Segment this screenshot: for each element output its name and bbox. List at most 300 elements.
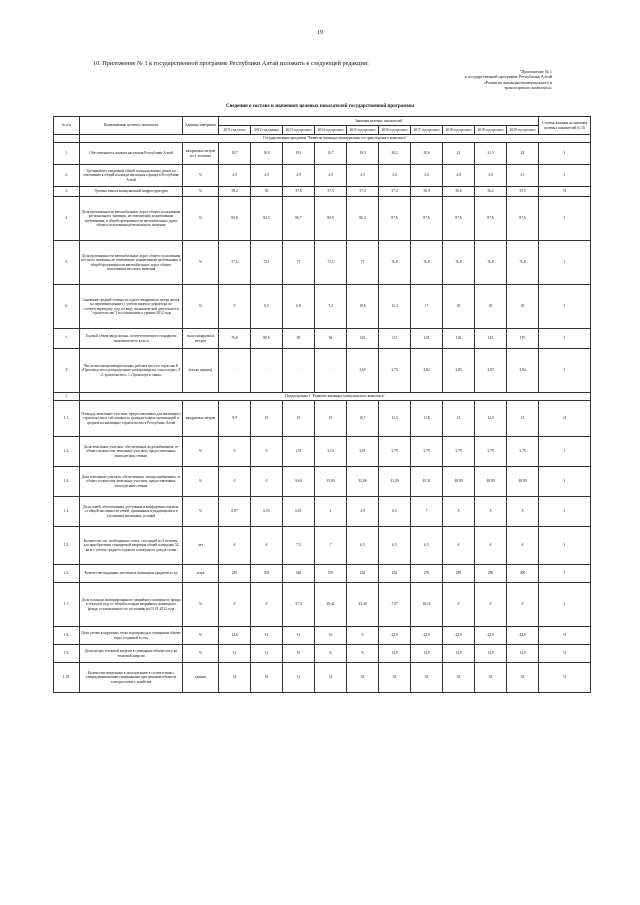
- row-unit: штук: [183, 565, 219, 583]
- row-value: 56,9: [411, 187, 443, 197]
- row-indicator-name: Доля протяженности автомобильных дорог общего пользования местного значения, не отвечающих нормативным требованиям, в общей протяженности автомобильных дорог общего пользования местного значения: [80, 241, 183, 285]
- table-row: [54, 497, 591, 527]
- row-value: -: [315, 349, 347, 393]
- row-unit: %: [183, 467, 219, 497]
- row-relation: I: [539, 467, 591, 497]
- row-value: 23: [507, 663, 539, 693]
- row-value: 0: [507, 583, 539, 627]
- row-relation: II: [539, 627, 591, 645]
- table-row: [54, 583, 591, 627]
- row-value: 72,1: [251, 241, 283, 285]
- indicators-table: [53, 116, 591, 693]
- row-unit: единиц: [183, 663, 219, 693]
- row-value: 8: [475, 497, 507, 527]
- row-value: 2,0: [219, 165, 251, 187]
- row-value: 6: [443, 527, 475, 565]
- row-value: 6,5: [411, 527, 443, 565]
- section-row: [54, 393, 591, 401]
- appendix-line-2: к государственной программе Республики Алтай: [464, 74, 552, 80]
- appendix-line-3: «Развитие жилищно-коммунального и: [483, 79, 552, 85]
- row-value: 56,2: [475, 187, 507, 197]
- row-value: 2,8: [443, 165, 475, 187]
- intro-text: 10. Приложение № 1 к государственной программе Республики Алтай изложить в следующей редакции:: [93, 60, 369, 67]
- row-value: 8: [347, 645, 379, 663]
- row-indicator-name: Уровень износа коммунальной инфраструктуры: [80, 187, 183, 197]
- row-value: 14,9: [411, 645, 443, 663]
- table-row: [54, 467, 591, 497]
- row-value: 58,2: [219, 187, 251, 197]
- row-relation: II: [539, 401, 591, 437]
- row-value: 12,3: [475, 401, 507, 437]
- row-value: 87,6: [443, 197, 475, 241]
- row-value: 11,3: [379, 401, 411, 437]
- row-number: 1.4.: [54, 497, 80, 527]
- row-value: 57,8: [283, 187, 315, 197]
- header-num: № п/п: [54, 117, 80, 135]
- row-value: 0: [219, 583, 251, 627]
- header-year: 2017 год прогноз: [411, 126, 443, 135]
- row-value: 2,85: [443, 349, 475, 393]
- row-value: 10,6: [347, 285, 379, 329]
- row-value: 80,6: [251, 329, 283, 349]
- row-value: 48,90: [475, 467, 507, 497]
- header-year: 2011 год отчет: [219, 126, 251, 135]
- row-value: 6: [251, 527, 283, 565]
- table-row: [54, 663, 591, 693]
- row-value: 23: [347, 663, 379, 693]
- row-value: 234: [347, 565, 379, 583]
- row-value: 11,8: [411, 401, 443, 437]
- row-value: 3,70: [443, 437, 475, 467]
- row-value: 0: [251, 583, 283, 627]
- header-relation: Степень влияния на значения целевых показателей (I, II): [539, 117, 591, 135]
- row-value: 3,70: [475, 437, 507, 467]
- row-value: 19,3: [347, 143, 379, 165]
- row-value: 285: [443, 565, 475, 583]
- row-number: 1.8.: [54, 627, 80, 645]
- row-number: 1.6.: [54, 565, 80, 583]
- row-value: 9: [347, 627, 379, 645]
- row-unit: (тысяч единиц): [183, 349, 219, 393]
- row-value: 270: [411, 565, 443, 583]
- row-value: 13: [507, 401, 539, 437]
- table-body: [54, 135, 591, 693]
- header-year: 2014 год прогноз: [315, 126, 347, 135]
- row-indicator-name: Доля протяженности автомобильных дорог общего пользования регионального значения, не отвечающих нормативным требованиям, в общей протяженности автомобильных дорог общего пользования регионального значения: [80, 197, 183, 241]
- row-value: 570: [315, 565, 347, 583]
- row-indicator-name: Доля земельных участков, обеспеченных электроснабжением, от общего количества земельных участков, предоставленных многодетным семьям: [80, 467, 183, 497]
- row-value: 80,7: [283, 197, 315, 241]
- table-row: [54, 627, 591, 645]
- row-value: -: [251, 349, 283, 393]
- row-unit: %: [183, 437, 219, 467]
- row-value: 281: [219, 565, 251, 583]
- row-value: 3,70: [507, 437, 539, 467]
- row-indicator-name: Количество лет, необходимых семье, состоящей из 3 человек, для приобретения стандартной квартиры общей площадью 54 кв.м с учетом среднего годового совокупного дохода семьи: [80, 527, 183, 565]
- row-value: 22,9: [443, 627, 475, 645]
- row-value: 83,5: [251, 197, 283, 241]
- row-value: 3,70: [411, 437, 443, 467]
- row-value: 14,9: [475, 645, 507, 663]
- row-unit: %: [183, 627, 219, 645]
- table-row: [54, 143, 591, 165]
- row-value: 18,7: [219, 143, 251, 165]
- row-value: 57,6: [219, 241, 251, 285]
- row-value: 7,2: [315, 285, 347, 329]
- row-value: 76,8: [379, 241, 411, 285]
- header-year: 2020 год прогноз: [507, 126, 539, 135]
- row-value: 22,9: [411, 627, 443, 645]
- row-relation: I: [539, 285, 591, 329]
- table-row: [54, 285, 591, 329]
- row-value: 10: [283, 645, 315, 663]
- row-value: 20,2: [379, 143, 411, 165]
- header-name: Наименование целевого показателя: [80, 117, 183, 135]
- row-value: 43,40: [347, 583, 379, 627]
- row-relation: I: [539, 165, 591, 187]
- row-value: 19,1: [283, 143, 315, 165]
- row-value: 2,87: [475, 349, 507, 393]
- row-value: 17: [411, 285, 443, 329]
- row-value: 7: [315, 527, 347, 565]
- row-value: 23: [379, 663, 411, 693]
- row-value: 7: [411, 497, 443, 527]
- section-title: Подпрограмма 1 "Развитие жилищно-коммунального комплекса": [80, 393, 591, 401]
- row-value: 19,7: [315, 143, 347, 165]
- table-row: [54, 329, 591, 349]
- row-value: 48,90: [507, 467, 539, 497]
- row-unit: лет: [183, 527, 219, 565]
- row-value: 0,07: [219, 497, 251, 527]
- row-value: 340: [283, 565, 315, 583]
- row-value: 11: [283, 627, 315, 645]
- row-value: 7,5: [283, 527, 315, 565]
- row-unit: %: [183, 497, 219, 527]
- row-indicator-name: Доля семей, обеспеченных доступным и комфортным жильем, от общей численности семей, признанных нуждающимися в улучшении жилищных условий: [80, 497, 183, 527]
- row-number: 7.: [54, 329, 80, 349]
- row-value: 143: [475, 329, 507, 349]
- row-unit: %: [183, 645, 219, 663]
- row-value: 3,04: [507, 349, 539, 393]
- row-value: 111: [379, 329, 411, 349]
- row-relation: I: [539, 329, 591, 349]
- row-value: 76,6: [219, 329, 251, 349]
- appendix-note: [392, 69, 552, 91]
- row-value: 16,12: [411, 583, 443, 627]
- row-value: 23: [443, 663, 475, 693]
- row-value: 41,20: [379, 467, 411, 497]
- row-relation: I: [539, 565, 591, 583]
- row-value: 22,9: [507, 627, 539, 645]
- row-value: 87,6: [507, 197, 539, 241]
- row-value: 10: [315, 401, 347, 437]
- row-value: 22: [507, 143, 539, 165]
- row-value: 300: [507, 565, 539, 583]
- row-value: 19: [219, 663, 251, 693]
- row-value: 21: [443, 143, 475, 165]
- row-relation: II: [539, 645, 591, 663]
- table-row: [54, 437, 591, 467]
- row-number: 1.5.: [54, 527, 80, 565]
- row-number: 1.7.: [54, 583, 80, 627]
- row-number: 4.: [54, 197, 80, 241]
- appendix-line-1: "Приложение № 1: [519, 69, 552, 74]
- row-indicator-name: Обеспеченность жильем населения Республики Алтай: [80, 143, 183, 165]
- row-value: 3,9: [347, 497, 379, 527]
- row-value: 290: [475, 565, 507, 583]
- row-indicator-name: Доля утечек в наружных сетях водопровода в суммарном объеме воды, поданной в сеть: [80, 627, 183, 645]
- header-year: 2015 год прогноз: [347, 126, 379, 135]
- table-title: Сведения о составе и значениях целевых показателей государственной программы: [226, 104, 414, 109]
- row-value: 87,6: [379, 197, 411, 241]
- row-value: 0,03: [251, 497, 283, 527]
- row-number: 3.: [54, 187, 80, 197]
- row-value: 2,9: [283, 165, 315, 187]
- row-value: 1,51: [283, 437, 315, 467]
- row-value: 20: [475, 285, 507, 329]
- row-value: 13,4: [379, 285, 411, 329]
- row-value: 14,9: [507, 645, 539, 663]
- row-relation: II: [539, 663, 591, 693]
- row-value: 3,70: [379, 437, 411, 467]
- table-row: [54, 565, 591, 583]
- row-value: 2,75: [379, 349, 411, 393]
- row-value: 6,5: [379, 527, 411, 565]
- row-value: 15,00: [315, 467, 347, 497]
- row-value: 23: [475, 663, 507, 693]
- row-relation: I: [539, 527, 591, 565]
- row-value: 2,0: [251, 165, 283, 187]
- row-value: 87,6: [475, 197, 507, 241]
- table-row: [54, 349, 591, 393]
- row-value: 8: [507, 497, 539, 527]
- row-unit: квадратных метров: [183, 401, 219, 437]
- row-unit: %: [183, 197, 219, 241]
- row-value: 7,97: [379, 583, 411, 627]
- row-value: 57,3: [283, 583, 315, 627]
- page-number: 19: [317, 30, 323, 36]
- row-value: 45,31: [411, 467, 443, 497]
- row-value: 76,8: [411, 241, 443, 285]
- row-value: 2,82: [411, 349, 443, 393]
- row-value: 2,69: [347, 349, 379, 393]
- row-indicator-name: Годовой объем ввода жилья, соответствующего стандартам экономического класса: [80, 329, 183, 349]
- row-unit: %: [183, 165, 219, 187]
- row-value: 6: [507, 527, 539, 565]
- row-value: 6,5: [379, 497, 411, 527]
- row-value: -: [219, 349, 251, 393]
- row-value: 130: [443, 329, 475, 349]
- row-value: 10: [315, 627, 347, 645]
- row-value: 12,8: [219, 627, 251, 645]
- row-value: 57,5: [315, 187, 347, 197]
- table-row: [54, 527, 591, 565]
- row-indicator-name: Доля земельных участков, обеспеченных водоснабжением, от общего количества земельных участков, предоставленных многодетным семьям: [80, 437, 183, 467]
- header-year: 2018 год прогноз: [443, 126, 475, 135]
- row-value: 22,9: [475, 627, 507, 645]
- row-number: 8: [54, 349, 80, 393]
- row-value: 20,6: [411, 143, 443, 165]
- row-value: 9,9: [219, 401, 251, 437]
- row-relation: I: [539, 241, 591, 285]
- row-indicator-name: Количество введенных в эксплуатацию в соответствии с утвержденными инвестиционными программами объектов электросетевого хозяйства: [80, 663, 183, 693]
- row-value: 0,01: [283, 497, 315, 527]
- row-value: 94: [315, 329, 347, 349]
- table-row: [54, 187, 591, 197]
- section-title: Государственная программа "Развитие жилищно-коммунального и транспортного комплекса": [80, 135, 591, 143]
- row-indicator-name: Доля площади ликвидированного аварийного жилищного фонда в текущем году от общей площади аварийного жилищного фонда, установленного по состоянию на 01.01.2012 года: [80, 583, 183, 627]
- row-value: 103: [347, 329, 379, 349]
- table-row: [54, 197, 591, 241]
- row-value: -: [283, 349, 315, 393]
- row-value: 0: [219, 467, 251, 497]
- header-values-group: Значения целевых показателей: [219, 117, 539, 126]
- row-value: 20: [507, 285, 539, 329]
- row-indicator-name: Площадь земельных участков, предоставленных для жилищного строительства в собственность граждан и иных организаций, в среднем на жилищное строительство в Республике Алтай: [80, 401, 183, 437]
- row-value: 87,6: [411, 197, 443, 241]
- row-value: 16: [251, 663, 283, 693]
- row-number: 1.2.: [54, 437, 80, 467]
- row-value: 12: [251, 627, 283, 645]
- section-number: [54, 135, 80, 143]
- table-row: [54, 401, 591, 437]
- row-value: 55,5: [507, 187, 539, 197]
- header-year: 2019 год прогноз: [475, 126, 507, 135]
- row-value: 11: [283, 663, 315, 693]
- row-value: 10: [251, 401, 283, 437]
- row-value: 71: [283, 241, 315, 285]
- row-number: 5.: [54, 241, 80, 285]
- row-value: 80,5: [315, 197, 347, 241]
- row-indicator-name: Число высокопроизводительных рабочих мест по отраслям Е «Производство и распределение электроэнергии, газа и воды», F «Строительство», I «Транспорт и связь»: [80, 349, 183, 393]
- header-year: 2012 год оценка: [251, 126, 283, 135]
- header-year: 2013 год прогноз: [283, 126, 315, 135]
- row-value: 2,5: [347, 165, 379, 187]
- row-unit: %: [183, 285, 219, 329]
- row-number: 1.10.: [54, 663, 80, 693]
- row-value: 71: [347, 241, 379, 285]
- row-value: 252: [379, 565, 411, 583]
- row-value: 9: [315, 645, 347, 663]
- row-number: 2.: [54, 165, 80, 187]
- row-value: 57,4: [347, 187, 379, 197]
- row-value: 14: [315, 663, 347, 693]
- table-row: [54, 165, 591, 187]
- row-value: 3,0: [475, 165, 507, 187]
- row-value: 14,9: [443, 645, 475, 663]
- row-number: 1.3.: [54, 467, 80, 497]
- row-value: 76,8: [475, 241, 507, 285]
- row-value: 85: [283, 329, 315, 349]
- row-value: 80,2: [347, 197, 379, 241]
- row-value: 0,5: [251, 285, 283, 329]
- row-value: 18,9: [251, 143, 283, 165]
- row-value: 12: [219, 645, 251, 663]
- row-value: 303: [251, 565, 283, 583]
- row-value: 29,42: [315, 583, 347, 627]
- row-indicator-name: Снижение средней стоимости одного квадратного метра жилья на первичном рынке (с учетом индекса-дефлятора по соответствующему году по виду экономической деятельности "строительство") по отношению к уровню 2012 года: [80, 285, 183, 329]
- row-value: 0: [251, 467, 283, 497]
- row-value: 56: [251, 187, 283, 197]
- row-value: 118: [411, 329, 443, 349]
- row-relation: I: [539, 583, 591, 627]
- row-value: 21,5: [475, 143, 507, 165]
- appendix-line-4: транспортного комплекса»: [504, 85, 552, 91]
- row-value: 22,9: [379, 627, 411, 645]
- row-value: 2,6: [379, 165, 411, 187]
- row-indicator-name: Количество выданных ипотечных жилищных кредитов в год: [80, 565, 183, 583]
- row-unit: %: [183, 241, 219, 285]
- header-unit: Единица измерения: [183, 117, 219, 135]
- table-row: [54, 241, 591, 285]
- row-value: 8,63: [283, 467, 315, 497]
- row-indicator-name: Удельный вес введенной общей площади жилых домов по отношению к общей площади жилищного фонда в Республике Алтай: [80, 165, 183, 187]
- row-unit: квадратных метров на 1 человека: [183, 143, 219, 165]
- row-value: 14,9: [379, 645, 411, 663]
- row-value: 76,8: [443, 241, 475, 285]
- row-value: 3,81: [347, 437, 379, 467]
- header-year: 2016 год прогноз: [379, 126, 411, 135]
- row-value: 0: [219, 437, 251, 467]
- row-value: 170: [507, 329, 539, 349]
- row-value: 57,2: [379, 187, 411, 197]
- row-value: 6: [219, 527, 251, 565]
- row-value: 10,7: [347, 401, 379, 437]
- row-number: 1.1.: [54, 401, 80, 437]
- row-value: 20: [443, 285, 475, 329]
- row-value: 32,86: [347, 467, 379, 497]
- row-relation: I: [539, 349, 591, 393]
- row-unit: тысяч квадратных метров: [183, 329, 219, 349]
- row-value: 6,5: [347, 527, 379, 565]
- row-value: 6: [475, 527, 507, 565]
- row-value: 2,6: [411, 165, 443, 187]
- row-relation: I: [539, 437, 591, 467]
- row-number: 1.9.: [54, 645, 80, 663]
- row-value: 3,13: [315, 437, 347, 467]
- row-value: 2,0: [315, 165, 347, 187]
- row-value: 0: [219, 285, 251, 329]
- row-value: 48,90: [443, 467, 475, 497]
- row-value: 0: [251, 437, 283, 467]
- row-value: 76,8: [507, 241, 539, 285]
- row-relation: II: [539, 187, 591, 197]
- row-relation: I: [539, 143, 591, 165]
- row-unit: %: [183, 187, 219, 197]
- row-value: 6,8: [283, 285, 315, 329]
- row-number: 1.: [54, 143, 80, 165]
- table-row: [54, 645, 591, 663]
- row-indicator-name: Доля потерь тепловой энергии в суммарном объеме отпуска тепловой энергии: [80, 645, 183, 663]
- row-value: 12: [443, 401, 475, 437]
- row-value: 11: [251, 645, 283, 663]
- row-value: 2: [315, 497, 347, 527]
- row-relation: I: [539, 197, 591, 241]
- row-value: 56,6: [443, 187, 475, 197]
- row-value: 71,5: [315, 241, 347, 285]
- row-relation: I: [539, 497, 591, 527]
- row-value: 83,6: [219, 197, 251, 241]
- row-number: 6.: [54, 285, 80, 329]
- row-value: 3,1: [507, 165, 539, 187]
- row-value: 0: [475, 583, 507, 627]
- section-number: 1.: [54, 393, 80, 401]
- row-unit: %: [183, 583, 219, 627]
- section-row: [54, 135, 591, 143]
- row-value: 0: [443, 583, 475, 627]
- row-value: 8: [443, 497, 475, 527]
- row-value: 10: [283, 401, 315, 437]
